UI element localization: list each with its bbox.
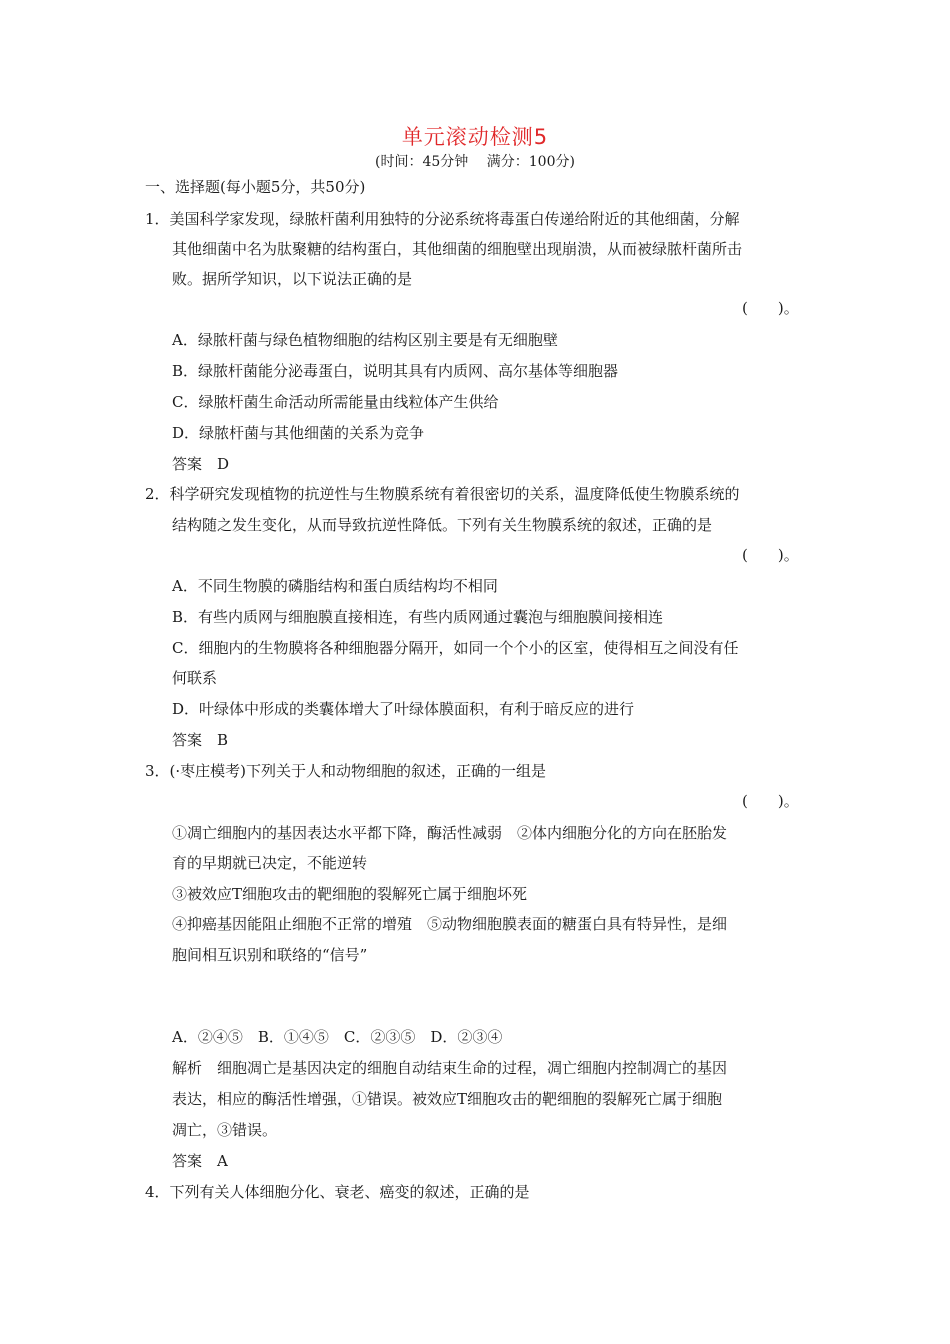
question-2-option-a: A．不同生物膜的磷脂结构和蛋白质结构均不相同 (172, 577, 498, 595)
question-2-option-c-line-2: 何联系 (172, 669, 218, 687)
section-heading: 一、选择题(每小题5分，共50分) (145, 178, 366, 196)
question-2-answer-blank: ( )。 (742, 546, 799, 564)
question-2-line-1: 2．科学研究发现植物的抗逆性与生物膜系统有着很密切的关系，温度降低使生物膜系统的 (145, 485, 740, 503)
question-3-statement-line-1: ①凋亡细胞内的基因表达水平都下降，酶活性减弱 ②体内细胞分化的方向在胚胎发 (172, 824, 728, 842)
question-3-options: A．②④⑤ B．①④⑤ C．②③⑤ D．②③④ (172, 1028, 503, 1046)
question-3-statement-line-2: 育的早期就已决定，不能逆转 (172, 854, 368, 872)
question-1-line-2: 其他细菌中名为肽聚糖的结构蛋白，其他细菌的细胞壁出现崩溃，从而被绿脓杆菌所击 (172, 240, 743, 258)
question-1-option-b: B．绿脓杆菌能分泌毒蛋白，说明其具有内质网、高尔基体等细胞器 (172, 362, 619, 380)
question-2-option-b: B．有些内质网与细胞膜直接相连，有些内质网通过囊泡与细胞膜间接相连 (172, 608, 664, 626)
question-1-answer: 答案 D (172, 455, 230, 473)
question-1-answer-blank: ( )。 (742, 299, 799, 317)
question-1-option-a: A．绿脓杆菌与绿色植物细胞的结构区别主要是有无细胞壁 (172, 331, 558, 349)
question-2-option-d: D．叶绿体中形成的类囊体增大了叶绿体膜面积，有利于暗反应的进行 (172, 700, 635, 718)
question-1-line-3: 败。据所学知识，以下说法正确的是 (172, 270, 413, 288)
question-1-line-1: 1．美国科学家发现，绿脓杆菌利用独特的分泌系统将毒蛋白传递给附近的其他细菌，分解 (145, 210, 740, 228)
question-1-option-c: C．绿脓杆菌生命活动所需能量由线粒体产生供给 (172, 393, 499, 411)
question-3-answer-blank: ( )。 (742, 792, 799, 810)
page-title: 单元滚动检测5 (401, 125, 549, 149)
question-3-line-1: 3．(·枣庄模考)下列关于人和动物细胞的叙述，正确的一组是 (145, 762, 547, 780)
question-2-line-2: 结构随之发生变化，从而导致抗逆性降低。下列有关生物膜系统的叙述，正确的是 (172, 516, 713, 534)
question-3-statement-line-4: ④抑癌基因能阻止细胞不正常的增殖 ⑤动物细胞膜表面的糖蛋白具有特异性，是细 (172, 915, 728, 933)
question-3-analysis-line-2: 表达，相应的酶活性增强，①错误。被效应T细胞攻击的靶细胞的裂解死亡属于细胞 (172, 1090, 723, 1108)
question-3-analysis-line-1: 解析 细胞凋亡是基因决定的细胞自动结束生命的过程，凋亡细胞内控制凋亡的基因 (172, 1059, 728, 1077)
question-4-line-1: 4．下列有关人体细胞分化、衰老、癌变的叙述，正确的是 (145, 1183, 530, 1201)
question-3-statement-line-5: 胞间相互识别和联络的“信号” (172, 946, 368, 964)
question-2-answer: 答案 B (172, 731, 229, 749)
question-2-option-c-line-1: C．细胞内的生物膜将各种细胞器分隔开，如同一个个小的区室，使得相互之间没有任 (172, 639, 739, 657)
question-1-option-d: D．绿脓杆菌与其他细菌的关系为竞争 (172, 424, 425, 442)
exam-info: (时间：45分钟 满分：100分) (375, 154, 575, 170)
question-3-statement-line-3: ③被效应T细胞攻击的靶细胞的裂解死亡属于细胞坏死 (172, 885, 528, 903)
question-3-analysis-line-3: 凋亡，③错误。 (172, 1121, 278, 1139)
question-3-answer: 答案 A (172, 1152, 228, 1170)
